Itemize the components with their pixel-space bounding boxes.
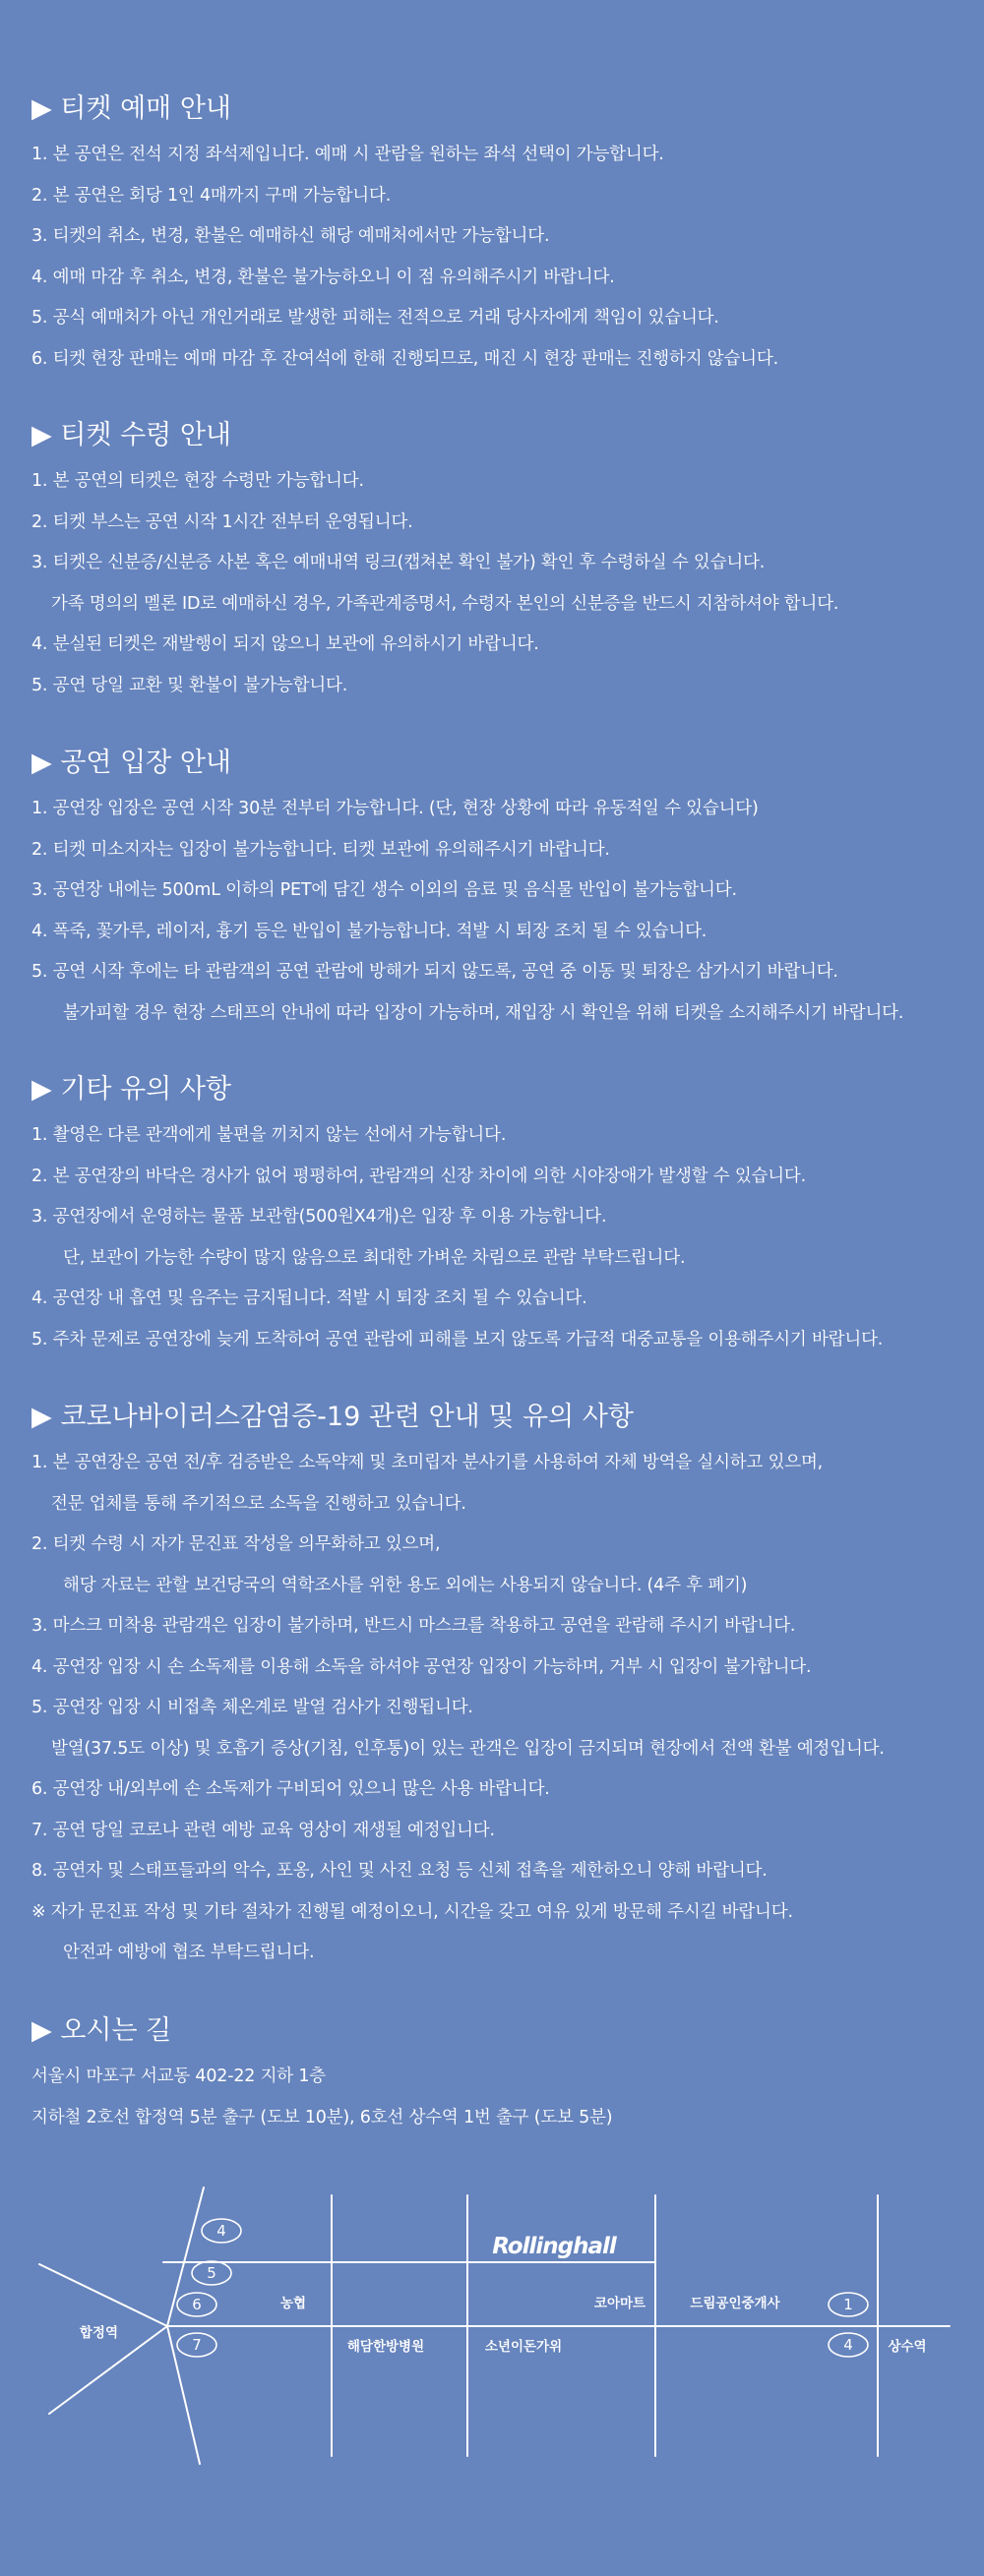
- road-diagonal-1: [39, 2264, 167, 2326]
- info-line: 2. 본 공연은 회당 1인 4매까지 구매 가능합니다.: [31, 185, 392, 206]
- info-line: 1. 촬영은 다른 관객에게 불편을 끼치지 않는 선에서 가능합니다.: [31, 1125, 507, 1145]
- info-line: 4. 분실된 티켓은 재발행이 되지 않으니 보관에 유의하시기 바랍니다.: [31, 634, 539, 654]
- info-line: 불가피할 경우 현장 스태프의 안내에 따라 입장이 가능하며, 재입장 시 확인을 위해 티켓을 소지해주시기 바랍니다.: [63, 1002, 904, 1023]
- ticket-booking-section: [31, 90, 966, 380]
- exit-number: 1: [843, 2296, 853, 2313]
- section-title: ▶ 공연 입장 안내: [31, 748, 232, 778]
- info-line: 3. 티켓의 취소, 변경, 환불은 예매하신 해당 예매처에서만 가능합니다.: [31, 226, 550, 246]
- info-line: 5. 공연 시작 후에는 타 관람객의 공연 관람에 방해가 되지 않도록, 공연 중 이동 및 퇴장은 삼가시기 바랍니다.: [31, 962, 838, 982]
- info-line: ※ 자가 문진표 작성 및 기타 절차가 진행될 예정이오니, 시간을 갖고 여유 있게 방문해 주시길 바랍니다.: [31, 1901, 793, 1922]
- location-map: [30, 2176, 959, 2471]
- exit-number: 4: [843, 2336, 853, 2354]
- info-line: 2. 본 공연장의 바닥은 경사가 없어 평평하여, 관람객의 신장 차이에 의한 시야장애가 발생할 수 있습니다.: [31, 1166, 807, 1186]
- info-line: 단, 보관이 가능한 수량이 많지 않음으로 최대한 가벼운 차림으로 관람 부탁드립니다.: [63, 1247, 686, 1268]
- section-title: ▶ 티켓 예매 안내: [31, 93, 232, 124]
- komart-label: 코아마트: [593, 2296, 646, 2311]
- info-line: 1. 본 공연장은 공연 전/후 검증받은 소독약제 및 초미립자 분사기를 사용하여 자체 방역을 실시하고 있으며,: [31, 1453, 824, 1472]
- info-line: 2. 티켓 부스는 공연 시작 1시간 전부터 운영됩니다.: [31, 511, 413, 532]
- section-title: ▶ 티켓 수령 안내: [31, 420, 232, 450]
- hapjeong-station-label: 합정역: [79, 2325, 118, 2341]
- section-title: ▶ 코로나바이러스감염증-19 관련 안내 및 유의 사항: [31, 1402, 634, 1432]
- info-line: 해당 자료는 관할 보건당국의 역학조사를 위한 용도 외에는 사용되지 않습니다. (4주 후 폐기): [63, 1575, 748, 1595]
- exit-number: 4: [216, 2222, 226, 2240]
- info-line: 4. 예매 마감 후 취소, 변경, 환불은 불가능하오니 이 점 유의해주시기 바랍니다.: [31, 267, 615, 287]
- hospital-label: 해담한방병원: [346, 2339, 425, 2355]
- info-line: 5. 공연 당일 교환 및 환불이 불가능합니다.: [31, 675, 348, 695]
- sangsu-station-label: 상수역: [888, 2339, 927, 2355]
- info-line: 6. 티켓 현장 판매는 예매 마감 후 잔여석에 한해 진행되므로, 매진 시 현장 판매는 진행하지 않습니다.: [31, 348, 778, 369]
- entrance-section: [31, 744, 966, 1034]
- realtor-label: 드림공인중개사: [690, 2296, 780, 2311]
- other-notes-section: [31, 1070, 966, 1360]
- info-line: 5. 주차 문제로 공연장에 늦게 도착하여 공연 관람에 피해를 보지 않도록 가급적 대중교통을 이용해주시기 바랍니다.: [31, 1329, 884, 1349]
- section-title: ▶ 기타 유의 사항: [31, 1074, 232, 1105]
- info-line: 7. 공연 당일 코로나 관련 예방 교육 영상이 재생될 예정입니다.: [31, 1820, 495, 1840]
- map-svg: [30, 2176, 959, 2471]
- info-line: 3. 티켓은 신분증/신분증 사본 혹은 예매내역 링크(캡쳐본 확인 불가) 확인 후 수령하실 수 있습니다.: [31, 553, 766, 572]
- exit-number: 5: [207, 2264, 216, 2282]
- info-line: 4. 공연장 내 흡연 및 음주는 금지됩니다. 적발 시 퇴장 조치 될 수 있습니다.: [31, 1288, 587, 1308]
- nonghyup-label: 농협: [279, 2296, 307, 2311]
- rollinghall-logo: Rollinghall: [492, 2234, 616, 2259]
- info-line: 3. 공연장 내에는 500mL 이하의 PET에 담긴 생수 이외의 음료 및 음식물 반입이 불가능합니다.: [31, 880, 737, 900]
- info-line: 5. 공식 예매처가 아닌 개인거래로 발생한 피해는 전적으로 거래 당사자에게 책임이 있습니다.: [31, 308, 719, 328]
- info-line: 3. 마스크 미착용 관람객은 입장이 불가하며, 반드시 마스크를 착용하고 공연을 관람해 주시기 바랍니다.: [31, 1616, 796, 1636]
- info-line: 5. 공연장 입장 시 비접촉 체온계로 발열 검사가 진행됩니다.: [31, 1698, 473, 1717]
- info-line: 발열(37.5도 이상) 및 호흡기 증상(기침, 인후통)이 있는 관객은 입장이 금지되며 현장에서 전액 환불 예정입니다.: [51, 1738, 885, 1759]
- info-line: 6. 공연장 내/외부에 손 소독제가 구비되어 있으니 많은 사용 바랍니다.: [31, 1779, 550, 1799]
- info-line: 1. 본 공연의 티켓은 현장 수령만 가능합니다.: [31, 471, 364, 491]
- covid-section: [31, 1398, 966, 1974]
- info-line: 안전과 예방에 협조 부탁드립니다.: [63, 1943, 315, 1962]
- info-line: 4. 폭죽, 꽃가루, 레이저, 흉기 등은 반입이 불가능합니다. 적발 시 퇴장 조치 될 수 있습니다.: [31, 921, 707, 941]
- address-line: 서울시 마포구 서교동 402-22 지하 1층: [31, 2067, 326, 2086]
- directions-section: [31, 2011, 966, 2138]
- info-line: 1. 본 공연은 전석 지정 좌석제입니다. 예매 시 관람을 원하는 좌석 선택이 가능합니다.: [31, 145, 664, 164]
- subway-line: 지하철 2호선 합정역 5분 출구 (도보 10분), 6호선 상수역 1번 출구 (도보 5분): [31, 2107, 613, 2127]
- info-line: 2. 티켓 수령 시 자가 문진표 작성을 의무화하고 있으며,: [31, 1534, 441, 1554]
- info-line: 가족 명의의 멜론 ID로 예매하신 경우, 가족관계증명서, 수령자 본인의 신분증을 반드시 지참하셔야 합니다.: [51, 593, 839, 614]
- restaurant-label: 소년이돈가위: [484, 2339, 563, 2355]
- info-line: 3. 공연장에서 운영하는 물품 보관함(500원X4개)은 입장 후 이용 가능합니다.: [31, 1207, 607, 1227]
- ticket-pickup-section: [31, 416, 966, 706]
- info-line: 전문 업체를 통해 주기적으로 소독을 진행하고 있습니다.: [51, 1493, 466, 1514]
- info-line: 1. 공연장 입장은 공연 시작 30분 전부터 가능합니다. (단, 현장 상황에 따라 유동적일 수 있습니다): [31, 799, 759, 818]
- section-title: ▶ 오시는 길: [31, 2015, 172, 2046]
- exit-number: 6: [192, 2296, 202, 2313]
- info-line: 8. 공연자 및 스태프들과의 악수, 포옹, 사인 및 사진 요청 등 신체 접촉을 제한하오니 양해 바랍니다.: [31, 1861, 768, 1881]
- info-line: 4. 공연장 입장 시 손 소독제를 이용해 소독을 하셔야 공연장 입장이 가능하며, 거부 시 입장이 불가합니다.: [31, 1656, 812, 1677]
- exit-number: 7: [192, 2336, 202, 2354]
- info-line: 2. 티켓 미소지자는 입장이 불가능합니다. 티켓 보관에 유의해주시기 바랍니다.: [31, 839, 610, 860]
